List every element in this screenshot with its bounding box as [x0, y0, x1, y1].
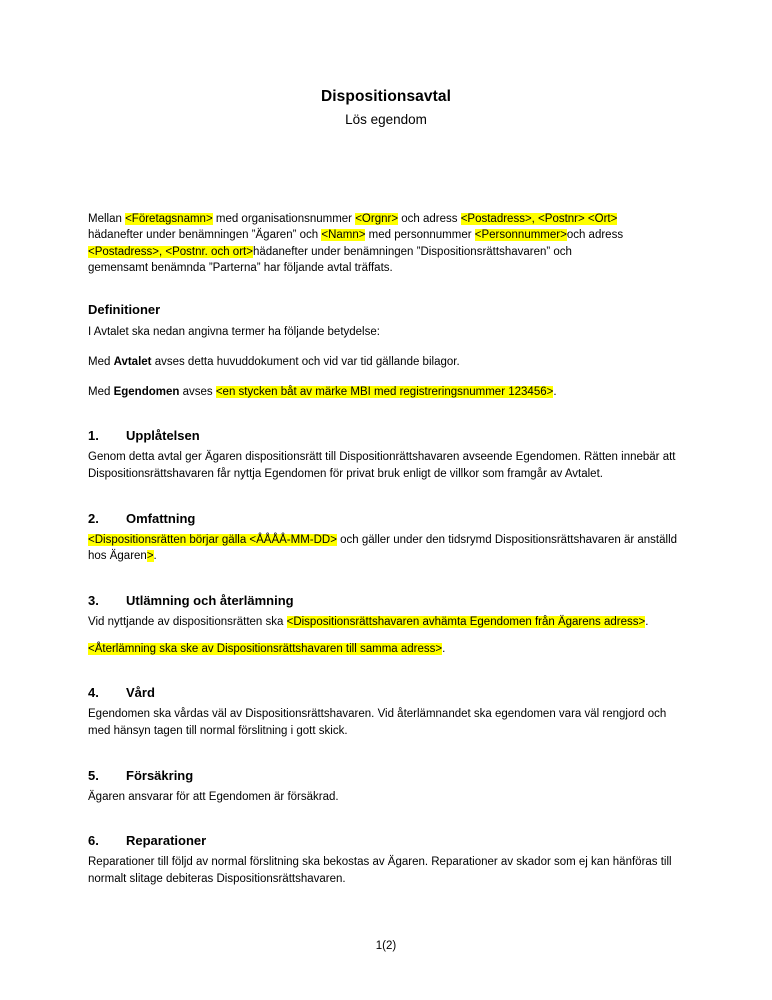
- definition-suffix: avses: [179, 385, 216, 398]
- placeholder-date: <ÅÅÅÅ-MM-DD>: [249, 533, 337, 546]
- section-6-paragraph: Reparationer till följd av normal förslitning ska bekostas av Ägaren. Reparationer av skador som ej kan hänföras till normalt slitage debiteras Dispositionsrättshavaren.: [88, 856, 672, 886]
- section-number: 4.: [88, 685, 99, 701]
- definition-item-avtalet: [88, 354, 684, 371]
- placeholder-return-clause: <Återlämning ska ske av Dispositionsrättshavaren till samma adress>: [88, 642, 443, 655]
- section-number: 2.: [88, 510, 99, 526]
- definition-tail: .: [553, 385, 557, 398]
- section-2-text: och gäller under den tidsrymd Dispositionsrättshavaren är anställd hos Ägaren: [88, 533, 678, 563]
- section-2-paragraph: [88, 532, 684, 565]
- section-title: Upplåtelsen: [126, 428, 200, 444]
- definition-term: Egendomen: [113, 385, 180, 398]
- definition-suffix: avses detta huvuddokument och vid var tid gällande bilagor.: [151, 355, 460, 368]
- definitions-lead: I Avtalet ska nedan angivna termer ha följande betydelse:: [88, 326, 380, 339]
- section-number: 6.: [88, 833, 99, 849]
- section-5-paragraph: Ägaren ansvarar för att Egendomen är försäkrad.: [88, 790, 339, 803]
- intro-text-3: och adress: [398, 213, 461, 225]
- definition-item-egendomen: [88, 384, 684, 401]
- page-footer: 1(2): [375, 940, 397, 952]
- intro-text-5: med personnummer: [365, 229, 475, 242]
- page-subtitle: Lös egendom: [345, 112, 427, 127]
- section-number: 5.: [88, 767, 99, 783]
- placeholder-pickup-clause: <Dispositionsrättshavaren avhämta Egendomen från Ägarens adress>: [286, 616, 646, 629]
- definition-prefix: Med: [88, 355, 114, 368]
- definition-term: Avtalet: [113, 355, 152, 368]
- section-3-tail-2: .: [442, 642, 446, 655]
- section-heading-1: [88, 428, 684, 443]
- section-3-paragraph-1: [88, 614, 684, 631]
- section-4-paragraph: Egendomen ska vårdas väl av Dispositionsrättshavaren. Vid återlämnandet ska egendomen vara väl rengjord och med hänsyn tagen till normal förslitning i gott skick.: [88, 708, 667, 738]
- section-heading-2: [88, 511, 684, 526]
- intro-text-4: hädanefter under benämningen ”Ägaren” och: [88, 229, 322, 242]
- section-number: 1.: [88, 428, 99, 444]
- document-body: [88, 88, 684, 888]
- section-heading-5: [88, 768, 684, 783]
- section-title: Reparationer: [126, 833, 207, 849]
- section-3-tail: .: [645, 616, 649, 629]
- section-3-paragraph-2: [88, 641, 684, 658]
- section-2-tail: .: [153, 550, 157, 563]
- section-heading-3: [88, 593, 684, 608]
- section-number: 3.: [88, 593, 99, 609]
- placeholder-company-name: <Företagsnamn>: [125, 213, 213, 225]
- placeholder-person-address: <Postadress>, <Postnr. och ort>: [88, 245, 253, 258]
- intro-text-1: Mellan: [88, 213, 126, 225]
- placeholder-term-start: <Dispositionsrätten börjar gälla: [88, 533, 250, 546]
- placeholder-term-end: >: [146, 550, 154, 563]
- placeholder-org-number: <Orgnr>: [355, 213, 399, 225]
- section-1-paragraph: Genom detta avtal ger Ägaren dispositionsrätt till Dispositionrättshavaren avseende Egendomen. Rätten innebär att Dispositionsrättshavaren får nyttja Egendomen för privat bruk enligt de villkor som framgår av Avtalet.: [88, 451, 676, 480]
- intro-text-6: och adress: [566, 229, 624, 242]
- section-heading-4: [88, 685, 684, 700]
- section-3-text: Vid nyttjande av dispositionsrätten ska: [88, 616, 287, 629]
- intro-text-7: hädanefter under benämningen ”Dispositionsrättshavaren” och: [252, 245, 572, 258]
- intro-text-8: gemensamt benämnda ”Parterna” har följande avtal träffats.: [88, 261, 393, 274]
- intro-paragraph: [88, 211, 684, 276]
- intro-text-2: med organisationsnummer: [212, 213, 356, 225]
- definition-prefix: Med: [88, 385, 114, 398]
- section-title: Vård: [126, 685, 155, 701]
- placeholder-person-name: <Namn>: [321, 229, 366, 242]
- section-title: Omfattning: [126, 510, 196, 526]
- definitions-heading: Definitioner: [88, 302, 161, 318]
- page-title: Dispositionsavtal: [320, 88, 452, 105]
- placeholder-company-address: <Postadress>, <Postnr> <Ort>: [460, 213, 618, 225]
- placeholder-property-description: <en stycken båt av märke MBI med registreringsnummer 123456>: [215, 385, 554, 398]
- section-title: Försäkring: [126, 767, 194, 783]
- placeholder-personal-number: <Personnummer>: [474, 229, 567, 242]
- section-title: Utlämning och återlämning: [126, 593, 294, 609]
- section-heading-6: [88, 833, 684, 848]
